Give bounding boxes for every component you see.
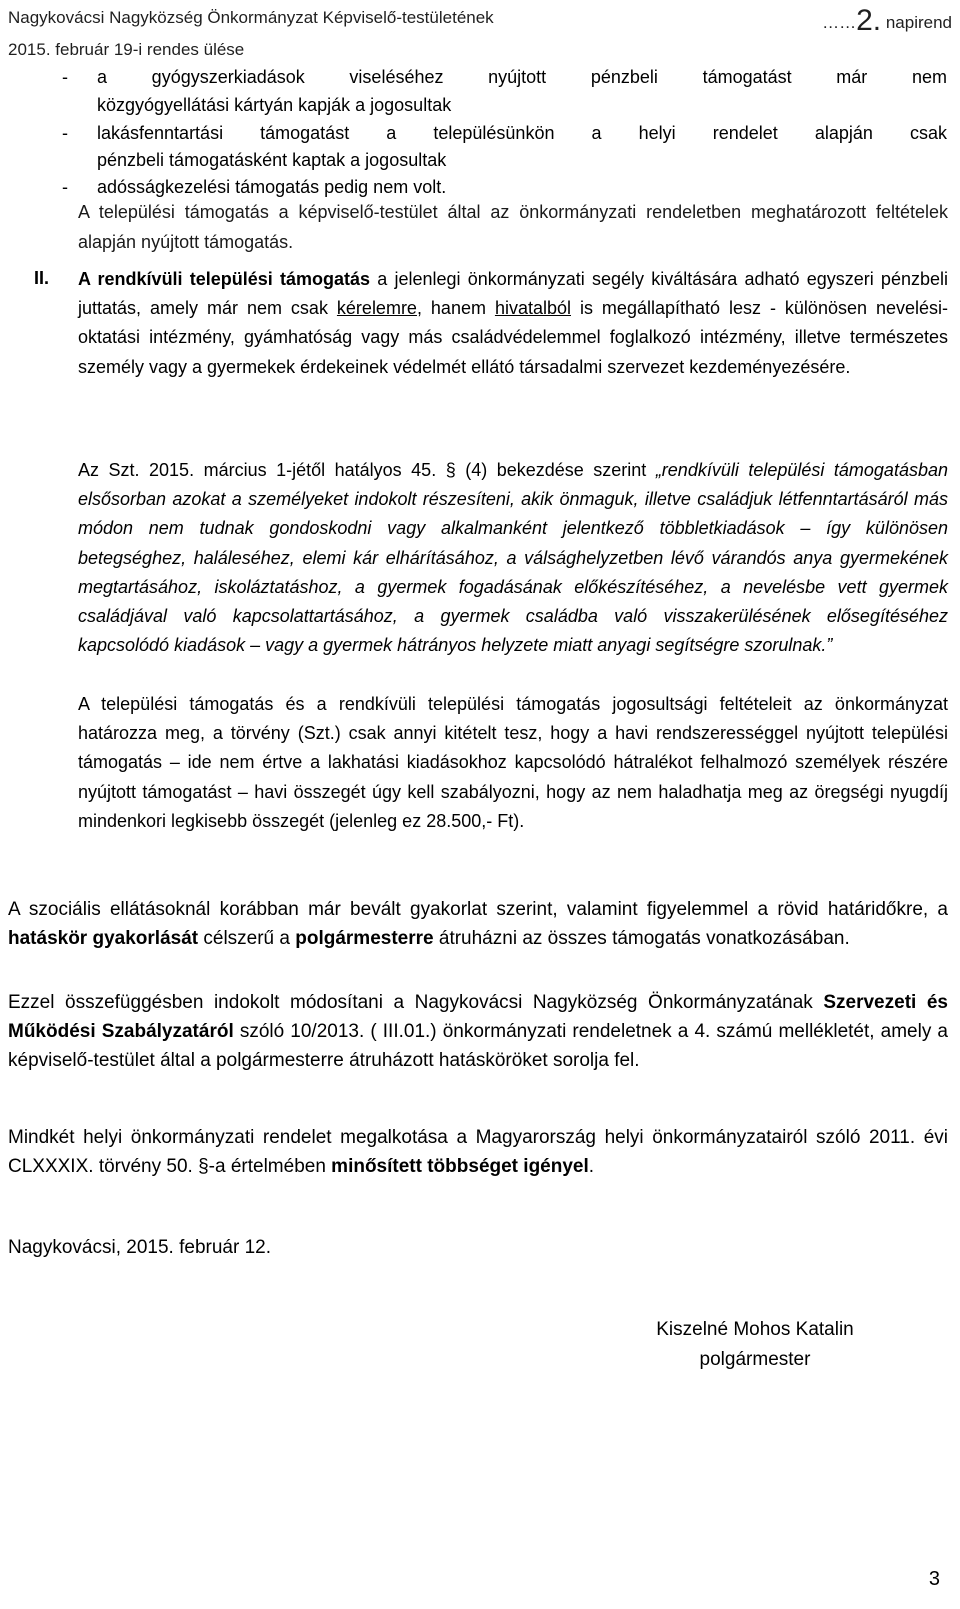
agenda-item-number: 2. [856, 4, 882, 37]
bullet-1-line-2: közgyógyellátási kártyán kapják a jogosultak [97, 95, 452, 115]
bullet-3-line-1: adósságkezelési támogatás pedig nem volt. [97, 177, 447, 197]
agenda-item-word: napirend [885, 13, 952, 32]
page-number: 3 [928, 1568, 940, 1590]
signature-title: polgármester [699, 1349, 811, 1370]
mindket-a: Mindkét helyi önkormányzati rendelet megalkotása a Magyarország helyi önkormányzatairól szóló 2011. évi CLXXXIX. törvény 50. §-a értelmében [8, 1127, 948, 1177]
szt-lead: Az Szt. 2015. március 1-jétől hatályos 45. § (4) bekezdése szerint [78, 460, 656, 480]
agenda-dots: …… [822, 13, 857, 32]
rendkivuli-text-c: is megállapítható lesz - különösen nevelési-oktatási intézmény, gyámhatóság vagy más családvédelemmel foglalkozó intézmény, illetve természetes személy vagy a gyermekek érdekeinek védelmét ellátó társadalmi szervezet kezdeményezésére. [78, 298, 948, 377]
para-szocialis [8, 895, 948, 953]
mindket-bold: minősített többséget igényel [331, 1156, 589, 1177]
para-jogosultsag: A települési támogatás és a rendkívüli települési támogatás jogosultsági feltételeit az önkormányzat határozza meg, a törvény (Szt.) csak annyi kitételt tesz, hogy a havi rendszerességgel nyújtott települési támogatás – ide nem értve a lakhatási kiadásokhoz kapcsolódó hátralékot felhalmozó személyek részére nyújtott támogatást – havi összegét úgy kell szabályozni, hogy az nem haladhatja meg az öregségi nyugdíj mindenkori legkisebb összegét (jelenleg ez 28.500,- Ft). [78, 694, 948, 831]
header-org [8, 4, 952, 37]
bullet-2-line-1: lakásfenntartási támogatást a településünkön a helyi rendelet alapján csak [97, 123, 947, 143]
szocialis-c: célszerű a [198, 928, 296, 949]
bullet-dash-2: - [62, 123, 68, 143]
rendkivuli-text-a: a jelenlegi önkormányzati segély kiváltására adható egyszeri pénzbeli juttatás, amely már nem csak [78, 269, 948, 319]
szt-quote: „rendkívüli települési támogatásban elsősorban azokat a személyeket indokolt részesíteni, akik önmaguk, illetve családjuk létfenntartásáról más módon nem tudnak gondoskodni vagy alkalmanként jelentkező többletkiadások – így különösen betegséghez, haláleséhez, elemi kár elhárításához, a válsághelyzetben lévő várandós anya gyermekének megtartásához, iskoláztatáshoz, a gyermek fogadásának előkészítéséhez, a nevelésbe vett gyermek családjával való kapcsolattartásához, a gyermek családba való visszakerülésének elősegítéséhez kapcsolódó kiadások – vagy a gyermek hátrányos helyzete miatt anyagi segítségre szorulnak.” [78, 460, 948, 656]
szocialis-d: átruházni az összes támogatás vonatkozásában. [433, 928, 850, 949]
para-szt [78, 456, 948, 660]
underlined-hivatalbol: hivatalból [494, 298, 571, 319]
para-telepulesi-tamogatas: A települési támogatás a képviselő-testület által az önkormányzati rendeletben meghatározott feltételek alapján nyújtott támogatás. [78, 202, 948, 252]
signature-name: Kiszelné Mohos Katalin [656, 1319, 854, 1340]
ezzel-c: szóló 10/2013. ( III.01.) önkormányzati rendeletnek a 4. számú mellékletét, amely a képviselő-testület által a polgármesterre átruházott hatásköröket sorolja fel. [8, 1021, 948, 1071]
para-mindket [8, 1123, 948, 1181]
section-numeral-ii: II. [34, 268, 50, 288]
ezzel-bold: Szervezeti és Működési Szabályzatáról [8, 992, 948, 1042]
underlined-kerelemre: kérelemre [336, 298, 417, 319]
bullet-dash-3: - [62, 177, 68, 197]
szocialis-bold-2: polgármesterre [295, 928, 434, 949]
szocialis-bold-1: hatáskör gyakorlását [8, 928, 199, 949]
mindket-c: . [588, 1156, 595, 1177]
date-line: Nagykovácsi, 2015. február 12. [8, 1237, 271, 1258]
signature-block [620, 1315, 890, 1375]
szocialis-a: A szociális ellátásoknál korábban már bevált gyakorlat szerint, valamint figyelemmel a rövid határidőkre, a [8, 899, 948, 920]
rendkivuli-lead: A rendkívüli települési támogatás [78, 269, 371, 289]
ezzel-a: Ezzel összefüggésben indokolt módosítani a Nagykovácsi Nagyközség Önkormányzatának [8, 992, 824, 1013]
bullet-1-line-1: a gyógyszerkiadások viseléséhez nyújtott pénzbeli támogatást már nem [97, 67, 947, 87]
rendkivuli-text-b: , hanem [416, 298, 495, 319]
bullet-2-line-2: pénzbeli támogatásként kaptak a jogosultak [97, 150, 447, 170]
bullet-dash-1: - [62, 67, 68, 87]
para-rendkivuli [78, 265, 948, 382]
header-org-text: Nagykovácsi Nagyközség Önkormányzat Képviselő-testületének [8, 8, 494, 27]
agenda-item-label [822, 4, 952, 38]
header-session: 2015. február 19-i rendes ülése [8, 40, 245, 59]
para-ezzel [8, 988, 948, 1075]
